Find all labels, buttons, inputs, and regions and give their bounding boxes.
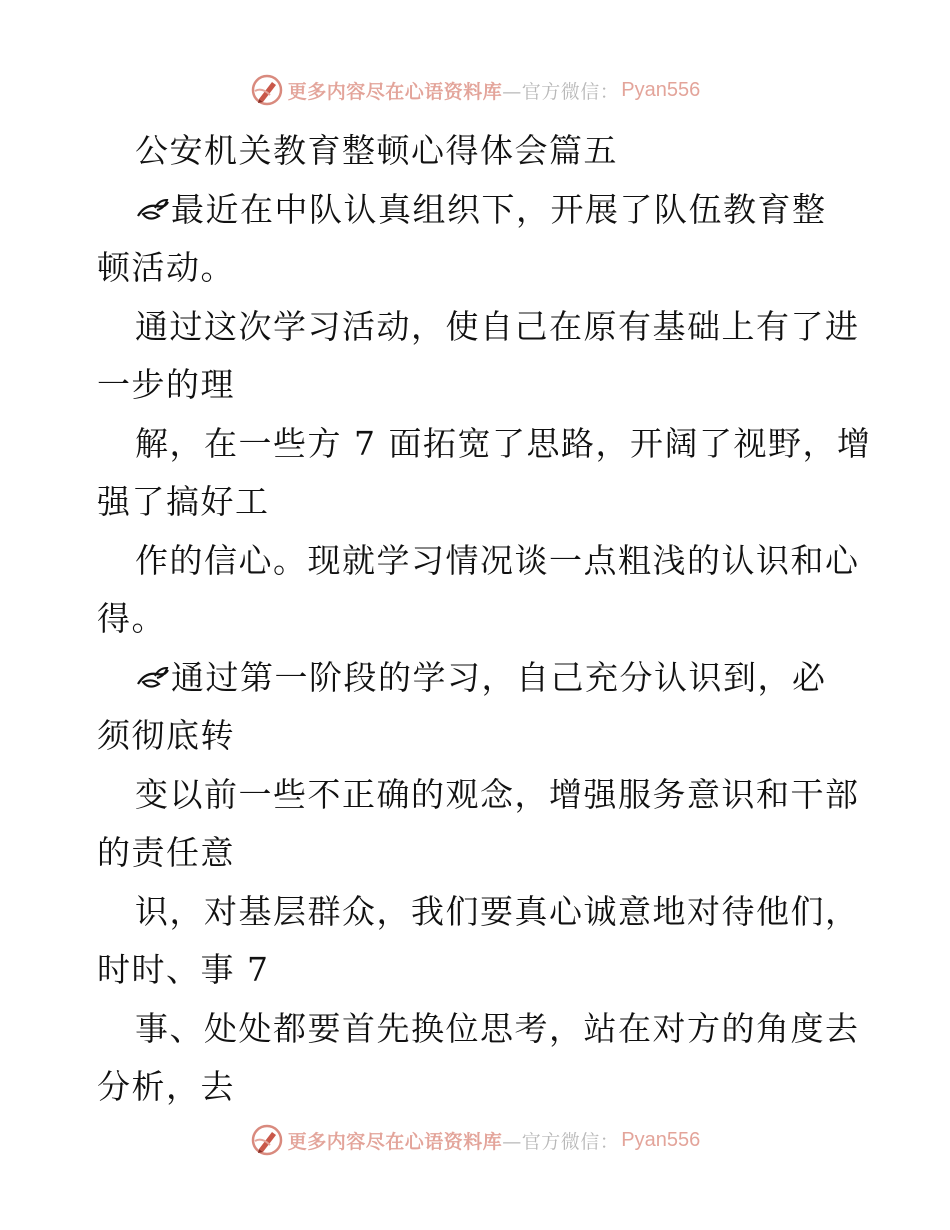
pen-logo-icon bbox=[250, 73, 284, 107]
paragraph-line: 须彻底转 bbox=[97, 716, 235, 755]
document-title: 公安机关教育整顿心得体会篇五 bbox=[135, 131, 618, 170]
footer-wechat-id: Pyan556 bbox=[621, 1128, 701, 1151]
header-text: 更多内容尽在心语资料库 bbox=[287, 80, 503, 103]
paragraph-line: 顿活动。 bbox=[97, 248, 235, 287]
document-body bbox=[97, 122, 872, 1117]
leaf-bullet-icon bbox=[135, 194, 171, 224]
paragraph-line: 一步的理 bbox=[97, 365, 235, 404]
paragraph-line: 变以前一些不正确的观念，增强服务意识和干部 bbox=[135, 774, 860, 814]
paragraph-line bbox=[97, 181, 857, 240]
footer-dash-label: —官方微信： bbox=[502, 1130, 620, 1153]
paragraph-line: 强了搞好工 bbox=[97, 482, 270, 521]
header-dash-label: —官方微信： bbox=[502, 80, 620, 103]
paragraph-line: 分析，去 bbox=[97, 1067, 235, 1106]
footer-banner bbox=[0, 1120, 950, 1160]
paragraph-line: 事、处处都要首先换位思考，站在对方的角度去 bbox=[135, 1008, 860, 1048]
pen-logo-icon bbox=[250, 1123, 284, 1157]
header-wechat-id: Pyan556 bbox=[621, 78, 701, 101]
paragraph-text: 通过第一阶段的学习，自己充分认识到，必 bbox=[171, 657, 827, 697]
header-banner bbox=[0, 70, 950, 110]
paragraph-line: 时时、事 7 bbox=[97, 950, 270, 989]
paragraph-line: 识，对基层群众，我们要真心诚意地对待他们， bbox=[135, 891, 860, 931]
paragraph-line: 的责任意 bbox=[97, 833, 235, 872]
paragraph-line: 作的信心。现就学习情况谈一点粗浅的认识和心 bbox=[135, 540, 860, 580]
paragraph-line: 得。 bbox=[97, 599, 166, 638]
paragraph-line: 通过这次学习活动，使自己在原有基础上有了进 bbox=[135, 306, 860, 346]
paragraph-line: 解，在一些方 7 面拓宽了思路，开阔了视野，增 bbox=[135, 423, 872, 463]
footer-text: 更多内容尽在心语资料库 bbox=[287, 1130, 503, 1153]
leaf-bullet-icon bbox=[135, 662, 171, 692]
paragraph-text: 最近在中队认真组织下，开展了队伍教育整 bbox=[171, 189, 827, 229]
paragraph-line bbox=[97, 649, 857, 708]
